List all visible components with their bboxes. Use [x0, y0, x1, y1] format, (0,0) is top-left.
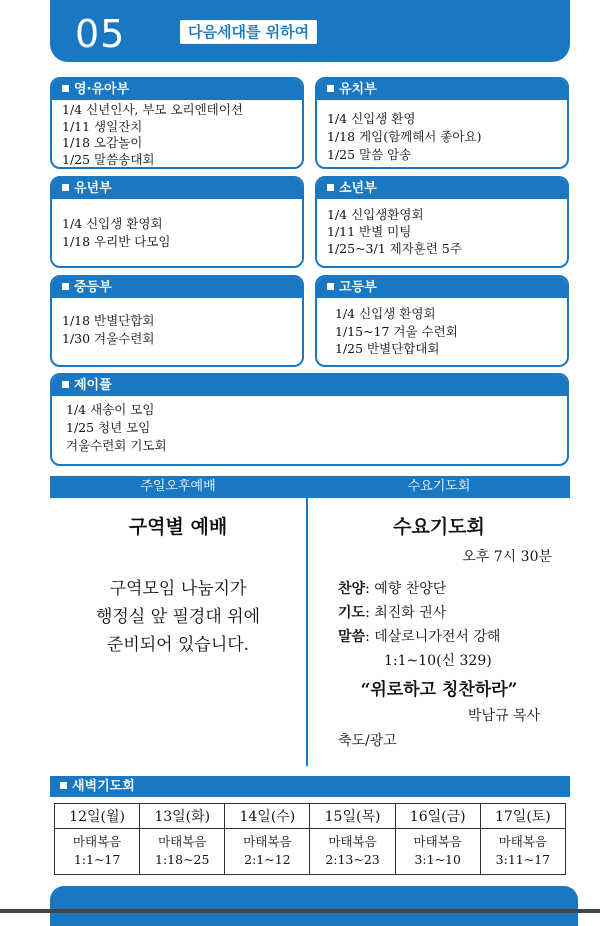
dept-youth-schedule [317, 199, 567, 260]
sunday-title: 구역별 예배 [128, 516, 228, 538]
praise-line [338, 577, 500, 601]
dept-jpl-schedule [52, 396, 567, 458]
dept-youth-header [317, 178, 567, 199]
worship-section [50, 476, 570, 766]
wednesday-column [308, 476, 570, 766]
dept-jpl-header [52, 375, 567, 396]
reading-book: 마태복음 [243, 834, 292, 849]
day-header: 15일(목) [310, 804, 395, 829]
word-value: : 데살로니가전서 강해 [365, 629, 501, 645]
schedule-line: 1/4 신입생환영회 [327, 207, 424, 222]
reading-verse: 3:1~10 [414, 852, 461, 867]
square-bullet-icon [62, 283, 69, 290]
notice-line: 행정실 앞 필경대 위에 [95, 607, 260, 627]
dept-jpl-box [50, 373, 569, 466]
table-row [55, 829, 566, 875]
closing: 축도/광고 [338, 733, 397, 749]
dawn-prayer-title: 새벽기도회 [72, 779, 135, 794]
dept-middle-title: 중등부 [74, 280, 112, 295]
reading-book: 마태복음 [498, 834, 548, 849]
schedule-line: 1/4 새송이 모임 [66, 402, 155, 417]
prayer-line [338, 601, 500, 625]
dept-kinder-box [315, 77, 569, 169]
square-bullet-icon [62, 381, 69, 388]
dept-high-header [317, 277, 567, 298]
section-title: 다음세대를 위하여 [180, 20, 317, 44]
schedule-line: 1/25 말씀 암송 [327, 147, 412, 162]
reading-book: 마태복음 [328, 834, 377, 849]
dept-high-box [315, 275, 569, 367]
day-header: 14일(수) [225, 804, 310, 829]
section-number: 05 [75, 12, 126, 56]
notice-line: 구역모임 나눔지가 [109, 579, 247, 599]
reading-cell [55, 829, 140, 875]
dept-high-schedule [317, 298, 567, 361]
day-header: 13일(화) [140, 804, 225, 829]
schedule-line: 1/4 신년인사, 부모 오리엔테이션 [62, 102, 243, 117]
sunday-column [50, 476, 306, 766]
dept-jpl-title: 제이플 [74, 378, 112, 393]
schedule-line: 1/11 반별 미팅 [327, 224, 412, 239]
schedule-line: 1/4 신입생 환영회 [62, 216, 163, 231]
preacher: 박남규 목사 [467, 708, 540, 724]
square-bullet-icon [327, 85, 334, 92]
reading-cell [310, 829, 395, 875]
reading-cell [225, 829, 310, 875]
schedule-line: 1/11 생일잔치 [62, 118, 143, 134]
schedule-line: 1/25 청년 모임 [66, 420, 151, 435]
dept-junior-box [50, 176, 304, 268]
section-header [50, 0, 570, 62]
dept-kinder-title: 유치부 [339, 82, 377, 97]
reading-cell [395, 829, 480, 875]
dept-middle-schedule [52, 298, 302, 351]
reading-verse: 1:1~17 [73, 852, 121, 867]
reading-book: 마태복음 [413, 834, 462, 849]
reading-verse: 1:18~25 [155, 852, 210, 867]
dept-kinder-schedule [317, 100, 567, 167]
word-label: 말씀 [338, 629, 366, 645]
square-bullet-icon [62, 184, 69, 191]
verse-line: 1:1~10(신 329) [384, 653, 492, 669]
dept-infant-box [50, 77, 304, 169]
sermon-title: “위로하고 칭찬하라” [360, 680, 518, 700]
schedule-line: 1/25 말씀송대회 [62, 151, 155, 167]
wednesday-title: 수요기도회 [393, 516, 485, 538]
dept-middle-box [50, 275, 304, 367]
bottom-border [0, 909, 600, 913]
schedule-line: 1/25~3/1 제자훈련 5주 [327, 241, 462, 256]
schedule-line: 1/18 오감놀이 [62, 135, 143, 150]
dept-infant-header [52, 79, 302, 100]
dept-kinder-header [317, 79, 567, 100]
dept-youth-title: 소년부 [339, 181, 377, 196]
square-bullet-icon [62, 85, 69, 92]
wednesday-header: 수요기도회 [308, 476, 570, 498]
schedule-line: 1/18 반별단합회 [62, 313, 155, 328]
dept-high-title: 고등부 [339, 280, 377, 295]
reading-cell [480, 829, 565, 875]
day-header: 17일(토) [480, 804, 565, 829]
dawn-prayer-table [54, 803, 566, 875]
square-bullet-icon [327, 184, 334, 191]
footer-bar [50, 886, 578, 926]
schedule-line: 겨울수련회 기도회 [66, 438, 167, 453]
schedule-line: 1/18 우리반 다모임 [62, 234, 171, 249]
reading-book: 마태복음 [158, 834, 207, 849]
notice-line: 준비되어 있습니다. [106, 635, 250, 655]
wednesday-order [338, 577, 500, 673]
square-bullet-icon [60, 782, 67, 789]
dawn-prayer-section [50, 776, 570, 875]
reading-verse: 2:1~12 [244, 852, 291, 867]
praise-value: : 예향 찬양단 [365, 581, 447, 597]
dept-infant-schedule [52, 100, 302, 169]
reading-book: 마태복음 [72, 834, 122, 849]
schedule-line: 1/30 겨울수련회 [62, 331, 155, 346]
dept-junior-header [52, 178, 302, 199]
schedule-line: 1/15~17 겨울 수련회 [335, 323, 458, 339]
dept-middle-header [52, 277, 302, 298]
dept-junior-schedule [52, 199, 302, 254]
day-header: 16일(금) [395, 804, 480, 829]
sunday-notice [50, 575, 306, 659]
table-header-row [55, 804, 566, 829]
square-bullet-icon [327, 283, 334, 290]
praise-label: 찬양 [338, 581, 366, 597]
schedule-line: 1/4 신입생 환영회 [335, 306, 436, 321]
reading-cell [140, 829, 225, 875]
dept-youth-box [315, 176, 569, 268]
prayer-value: : 최진화 권사 [365, 605, 447, 621]
wednesday-time: 오후 7시 30분 [462, 549, 552, 565]
reading-verse: 3:11~17 [495, 852, 551, 867]
schedule-line: 1/4 신입생 환영 [327, 111, 416, 126]
prayer-label: 기도 [338, 605, 366, 621]
dawn-prayer-header [50, 776, 570, 797]
schedule-line: 1/18 게임(함께해서 좋아요) [327, 129, 482, 144]
reading-verse: 2:13~23 [325, 852, 380, 867]
word-line [338, 625, 500, 649]
sunday-header: 주일오후예배 [50, 476, 306, 498]
day-header: 12일(월) [55, 804, 140, 829]
dept-infant-title: 영·유아부 [74, 82, 130, 97]
dept-junior-title: 유년부 [74, 181, 112, 196]
schedule-line: 1/25 반별단합대회 [335, 341, 440, 356]
